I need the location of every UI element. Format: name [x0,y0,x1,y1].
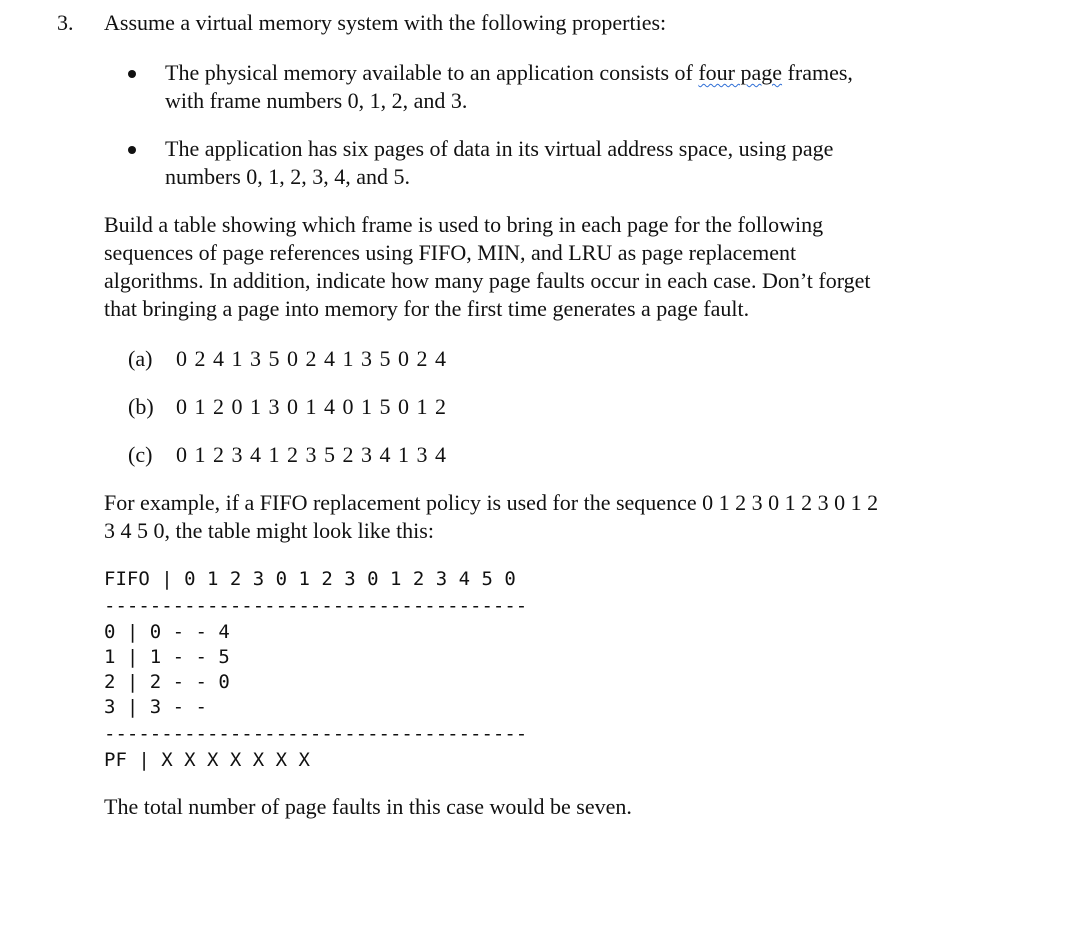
sequence-c-label: (c) [128,442,153,467]
spellcheck-marked-text: four page [698,60,783,85]
sequence-a-values: 0 2 4 1 3 5 0 2 4 1 3 5 0 2 4 [176,346,447,371]
question-intro: Assume a virtual memory system with the following properties: [104,10,667,35]
fifo-table-rule: ------------------------------------- [104,723,528,745]
conclusion: The total number of page faults in this case would be seven. [104,794,632,819]
bullet-2-line-2: numbers 0, 1, 2, 3, 4, and 5. [165,164,411,189]
instructions-line-4: that bringing a page into memory for the first time generates a page fault. [104,296,750,321]
instructions-line-3: algorithms. In addition, indicate how many page faults occur in each case. Don’t forget [104,268,871,293]
bullet-dot [128,70,136,78]
sequence-b-values: 0 1 2 0 1 3 0 1 4 0 1 5 0 1 2 [176,394,447,419]
question-number: 3. [57,10,74,35]
fifo-table-row-3: 3 | 3 - - [104,696,207,718]
example-intro-line-2: 3 4 5 0, the table might look like this: [104,518,434,543]
instructions-line-1: Build a table showing which frame is used to bring in each page for the following [104,212,824,237]
instructions-line-2: sequences of page references using FIFO, MIN, and LRU as page replacement [104,240,797,265]
fifo-table-rule: ------------------------------------- [104,595,528,617]
bullet-1-line-1: The physical memory available to an application consists of four page frames, [165,60,853,85]
fifo-table-header: FIFO | 0 1 2 3 0 1 2 3 0 1 2 3 4 5 0 [104,568,516,590]
fifo-table-row-1: 1 | 1 - - 5 [104,646,230,668]
fifo-table-row-0: 0 | 0 - - 4 [104,621,230,643]
sequence-a-label: (a) [128,346,153,371]
sequence-c-values: 0 1 2 3 4 1 2 3 5 2 3 4 1 3 4 [176,442,447,467]
example-intro-line-1: For example, if a FIFO replacement policy is used for the sequence 0 1 2 3 0 1 2 3 0 1 2 [104,490,879,515]
fifo-table-row-2: 2 | 2 - - 0 [104,671,230,693]
sequence-b-label: (b) [128,394,154,419]
fifo-table-faults: PF | X X X X X X X [104,749,310,771]
bullet-2-line-1: The application has six pages of data in its virtual address space, using page [165,136,834,161]
bullet-1-line-2: with frame numbers 0, 1, 2, and 3. [165,88,468,113]
bullet-dot [128,146,136,154]
